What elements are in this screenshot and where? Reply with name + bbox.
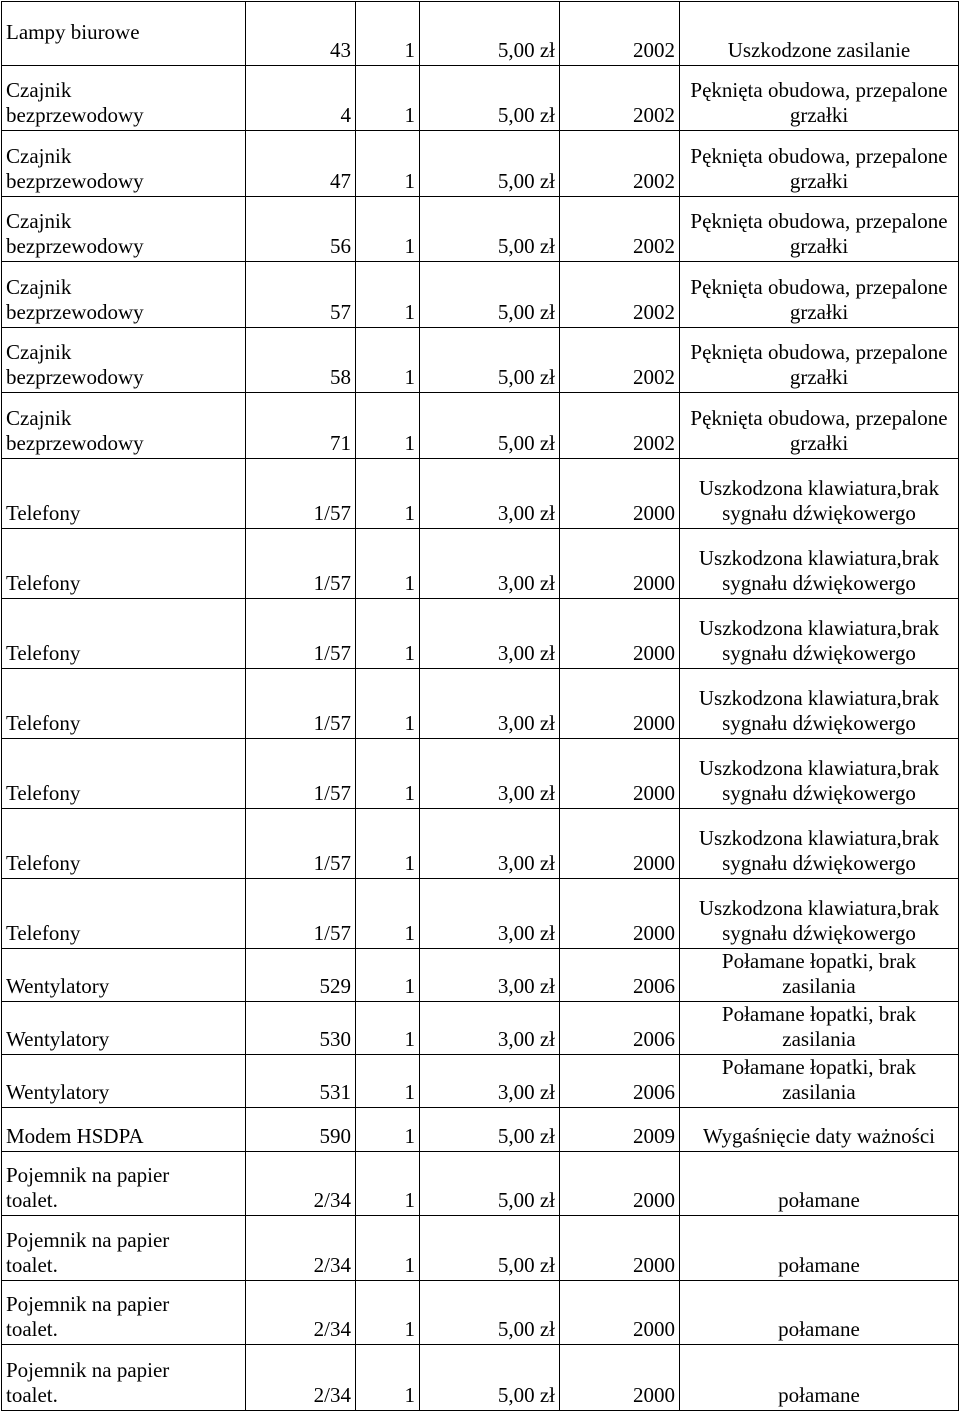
acquisition-year-cell: 2000: [560, 1281, 680, 1345]
quantity-cell: 1: [356, 262, 420, 328]
unit-price-cell: 3,00 zł: [420, 879, 560, 949]
inventory-number-cell: 1/57: [246, 879, 356, 949]
table-row: [2, 739, 959, 809]
unit-price-cell: 3,00 zł: [420, 529, 560, 599]
unit-price-cell: 5,00 zł: [420, 1152, 560, 1216]
table-row: [2, 459, 959, 529]
damage-description-cell: Pęknięta obudowa, przepalone grzałki: [680, 328, 959, 393]
inventory-number-cell: 530: [246, 1002, 356, 1055]
table-row: [2, 529, 959, 599]
acquisition-year-cell: 2000: [560, 669, 680, 739]
table-row: [2, 1055, 959, 1108]
inventory-number-cell: 71: [246, 393, 356, 459]
quantity-cell: 1: [356, 1216, 420, 1281]
damage-description-cell: Uszkodzona klawiatura,brak sygnału dźwiękowergo: [680, 459, 959, 529]
item-name-cell: Czajnik bezprzewodowy: [2, 328, 246, 393]
damage-description-cell: Pęknięta obudowa, przepalone grzałki: [680, 393, 959, 459]
damage-description-cell: Połamane łopatki, brak zasilania: [680, 949, 959, 1002]
item-name-cell: Pojemnik na papier toalet.: [2, 1216, 246, 1281]
inventory-number-cell: 56: [246, 197, 356, 262]
damage-description-cell: Pęknięta obudowa, przepalone grzałki: [680, 66, 959, 131]
inventory-number-cell: 2/34: [246, 1345, 356, 1411]
table-row: [2, 262, 959, 328]
quantity-cell: 1: [356, 1108, 420, 1152]
damage-description-cell: Pęknięta obudowa, przepalone grzałki: [680, 131, 959, 197]
acquisition-year-cell: 2002: [560, 328, 680, 393]
quantity-cell: 1: [356, 1345, 420, 1411]
inventory-number-cell: 529: [246, 949, 356, 1002]
acquisition-year-cell: 2002: [560, 66, 680, 131]
inventory-number-cell: 1/57: [246, 669, 356, 739]
quantity-cell: 1: [356, 949, 420, 1002]
inventory-number-cell: 2/34: [246, 1152, 356, 1216]
damage-description-cell: Uszkodzona klawiatura,brak sygnału dźwiękowergo: [680, 669, 959, 739]
table-row: [2, 131, 959, 197]
item-name-cell: Czajnik bezprzewodowy: [2, 197, 246, 262]
acquisition-year-cell: 2002: [560, 131, 680, 197]
acquisition-year-cell: 2002: [560, 2, 680, 66]
quantity-cell: 1: [356, 1152, 420, 1216]
unit-price-cell: 5,00 zł: [420, 328, 560, 393]
item-name-cell: Telefony: [2, 739, 246, 809]
unit-price-cell: 3,00 zł: [420, 1055, 560, 1108]
inventory-number-cell: 2/34: [246, 1216, 356, 1281]
quantity-cell: 1: [356, 393, 420, 459]
quantity-cell: 1: [356, 197, 420, 262]
acquisition-year-cell: 2000: [560, 739, 680, 809]
acquisition-year-cell: 2000: [560, 1216, 680, 1281]
acquisition-year-cell: 2002: [560, 393, 680, 459]
table-row: [2, 393, 959, 459]
acquisition-year-cell: 2000: [560, 599, 680, 669]
unit-price-cell: 5,00 zł: [420, 2, 560, 66]
quantity-cell: 1: [356, 131, 420, 197]
item-name-cell: Lampy biurowe: [2, 2, 246, 66]
damage-description-cell: połamane: [680, 1345, 959, 1411]
table-row: [2, 66, 959, 131]
damage-description-cell: Pęknięta obudowa, przepalone grzałki: [680, 262, 959, 328]
damage-description-cell: Połamane łopatki, brak zasilania: [680, 1002, 959, 1055]
unit-price-cell: 5,00 zł: [420, 66, 560, 131]
quantity-cell: 1: [356, 459, 420, 529]
table-row: [2, 1216, 959, 1281]
inventory-number-cell: 47: [246, 131, 356, 197]
damage-description-cell: Uszkodzone zasilanie: [680, 2, 959, 66]
damage-description-cell: połamane: [680, 1216, 959, 1281]
unit-price-cell: 5,00 zł: [420, 131, 560, 197]
table-row: [2, 2, 959, 66]
item-name-cell: Telefony: [2, 599, 246, 669]
quantity-cell: 1: [356, 599, 420, 669]
inventory-number-cell: 57: [246, 262, 356, 328]
item-name-cell: Czajnik bezprzewodowy: [2, 393, 246, 459]
inventory-number-cell: 2/34: [246, 1281, 356, 1345]
acquisition-year-cell: 2009: [560, 1108, 680, 1152]
damage-description-cell: Uszkodzona klawiatura,brak sygnału dźwiękowergo: [680, 879, 959, 949]
inventory-number-cell: 1/57: [246, 809, 356, 879]
damage-description-cell: Połamane łopatki, brak zasilania: [680, 1055, 959, 1108]
acquisition-year-cell: 2000: [560, 459, 680, 529]
quantity-cell: 1: [356, 669, 420, 739]
quantity-cell: 1: [356, 1281, 420, 1345]
unit-price-cell: 5,00 zł: [420, 262, 560, 328]
table-row: [2, 1108, 959, 1152]
damage-description-cell: połamane: [680, 1281, 959, 1345]
unit-price-cell: 5,00 zł: [420, 197, 560, 262]
unit-price-cell: 5,00 zł: [420, 1281, 560, 1345]
item-name-cell: Wentylatory: [2, 1002, 246, 1055]
table-row: [2, 197, 959, 262]
table-row: [2, 1345, 959, 1411]
item-name-cell: Pojemnik na papier toalet.: [2, 1152, 246, 1216]
unit-price-cell: 3,00 zł: [420, 809, 560, 879]
inventory-number-cell: 58: [246, 328, 356, 393]
inventory-number-cell: 1/57: [246, 529, 356, 599]
acquisition-year-cell: 2002: [560, 262, 680, 328]
unit-price-cell: 5,00 zł: [420, 1108, 560, 1152]
item-name-cell: Modem HSDPA: [2, 1108, 246, 1152]
quantity-cell: 1: [356, 529, 420, 599]
inventory-number-cell: 43: [246, 2, 356, 66]
quantity-cell: 1: [356, 328, 420, 393]
unit-price-cell: 3,00 zł: [420, 459, 560, 529]
damage-description-cell: połamane: [680, 1152, 959, 1216]
inventory-number-cell: 590: [246, 1108, 356, 1152]
table-row: [2, 669, 959, 739]
item-name-cell: Czajnik bezprzewodowy: [2, 262, 246, 328]
unit-price-cell: 3,00 zł: [420, 1002, 560, 1055]
item-name-cell: Telefony: [2, 809, 246, 879]
inventory-table: [1, 1, 959, 1411]
damage-description-cell: Pęknięta obudowa, przepalone grzałki: [680, 197, 959, 262]
item-name-cell: Czajnik bezprzewodowy: [2, 131, 246, 197]
quantity-cell: 1: [356, 739, 420, 809]
table-row: [2, 1281, 959, 1345]
table-row: [2, 1002, 959, 1055]
inventory-number-cell: 1/57: [246, 599, 356, 669]
unit-price-cell: 3,00 zł: [420, 949, 560, 1002]
quantity-cell: 1: [356, 879, 420, 949]
table-row: [2, 1152, 959, 1216]
unit-price-cell: 3,00 zł: [420, 669, 560, 739]
item-name-cell: Czajnik bezprzewodowy: [2, 66, 246, 131]
acquisition-year-cell: 2006: [560, 1002, 680, 1055]
item-name-cell: Telefony: [2, 529, 246, 599]
quantity-cell: 1: [356, 66, 420, 131]
acquisition-year-cell: 2006: [560, 949, 680, 1002]
table-row: [2, 879, 959, 949]
inventory-number-cell: 531: [246, 1055, 356, 1108]
acquisition-year-cell: 2002: [560, 197, 680, 262]
inventory-number-cell: 1/57: [246, 459, 356, 529]
table-row: [2, 328, 959, 393]
item-name-cell: Telefony: [2, 879, 246, 949]
item-name-cell: Pojemnik na papier toalet.: [2, 1345, 246, 1411]
acquisition-year-cell: 2006: [560, 1055, 680, 1108]
quantity-cell: 1: [356, 1055, 420, 1108]
item-name-cell: Pojemnik na papier toalet.: [2, 1281, 246, 1345]
inventory-number-cell: 1/57: [246, 739, 356, 809]
quantity-cell: 1: [356, 809, 420, 879]
unit-price-cell: 3,00 zł: [420, 599, 560, 669]
unit-price-cell: 5,00 zł: [420, 1216, 560, 1281]
acquisition-year-cell: 2000: [560, 529, 680, 599]
acquisition-year-cell: 2000: [560, 809, 680, 879]
acquisition-year-cell: 2000: [560, 1345, 680, 1411]
item-name-cell: Wentylatory: [2, 949, 246, 1002]
table-row: [2, 599, 959, 669]
damage-description-cell: Uszkodzona klawiatura,brak sygnału dźwiękowergo: [680, 599, 959, 669]
unit-price-cell: 5,00 zł: [420, 1345, 560, 1411]
damage-description-cell: Uszkodzona klawiatura,brak sygnału dźwiękowergo: [680, 809, 959, 879]
damage-description-cell: Wygaśnięcie daty ważności: [680, 1108, 959, 1152]
item-name-cell: Telefony: [2, 669, 246, 739]
item-name-cell: Telefony: [2, 459, 246, 529]
table-row: [2, 809, 959, 879]
acquisition-year-cell: 2000: [560, 879, 680, 949]
unit-price-cell: 3,00 zł: [420, 739, 560, 809]
inventory-number-cell: 4: [246, 66, 356, 131]
item-name-cell: Wentylatory: [2, 1055, 246, 1108]
acquisition-year-cell: 2000: [560, 1152, 680, 1216]
unit-price-cell: 5,00 zł: [420, 393, 560, 459]
table-row: [2, 949, 959, 1002]
damage-description-cell: Uszkodzona klawiatura,brak sygnału dźwiękowergo: [680, 739, 959, 809]
quantity-cell: 1: [356, 2, 420, 66]
quantity-cell: 1: [356, 1002, 420, 1055]
damage-description-cell: Uszkodzona klawiatura,brak sygnału dźwiękowergo: [680, 529, 959, 599]
inventory-rows: [2, 2, 959, 1411]
